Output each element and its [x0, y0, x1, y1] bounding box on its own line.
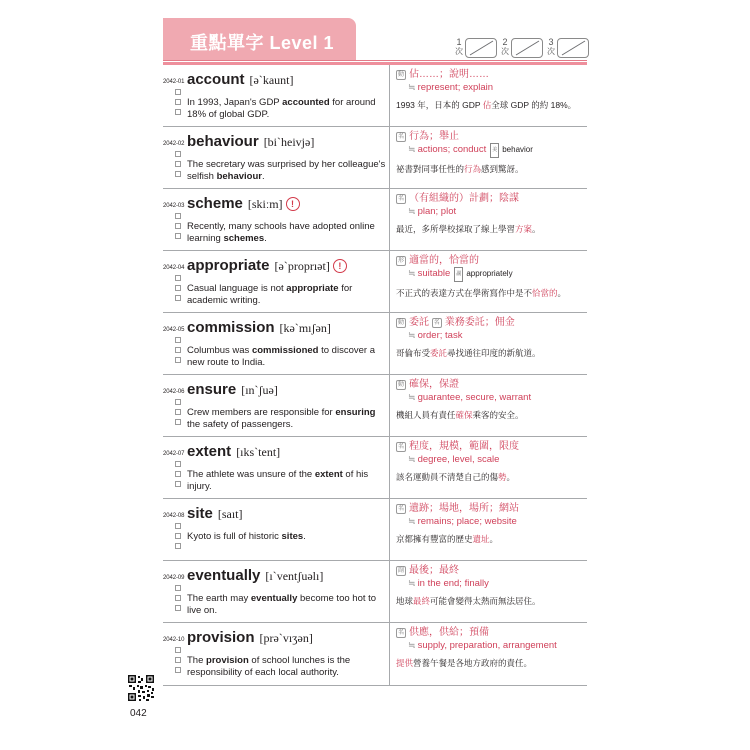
- example-keyword: accounted: [282, 97, 330, 108]
- example-text: of school lunches is the responsibility of each local authority.: [187, 655, 351, 678]
- headword-text: eventually: [187, 567, 261, 584]
- study-checkbox[interactable]: [175, 275, 181, 281]
- translation-text: 京都擁有豐富的歷史: [396, 534, 473, 544]
- word-entry: [163, 189, 587, 251]
- entry-code: 2042-01: [163, 79, 185, 85]
- example-sentence: [187, 345, 387, 369]
- pronunciation: [ıˋventʃuəlı]: [265, 569, 324, 583]
- definition-line: [396, 440, 584, 453]
- definition-1: 委託: [409, 317, 429, 328]
- translation-text: 營養午餐是各地方政府的責任。: [413, 658, 533, 668]
- study-checkbox[interactable]: [175, 285, 181, 291]
- translation: [396, 657, 584, 669]
- column-divider: [389, 127, 390, 189]
- example-text: for: [329, 97, 344, 108]
- column-divider: [389, 437, 390, 499]
- translation: [396, 223, 584, 235]
- synonyms: [408, 329, 584, 342]
- translation-text: 。: [532, 224, 541, 234]
- translation-text: 乘客的安全。: [472, 410, 524, 420]
- study-checkbox[interactable]: [175, 481, 181, 487]
- slash-icon: [558, 39, 588, 57]
- example-text: The secretary was surprised by her colleague's selfish: [187, 159, 386, 182]
- review-count-unit: 次: [501, 47, 509, 56]
- translation-text: 該名運動員不清楚自己的傷: [396, 472, 499, 482]
- part-of-speech-icon: 名: [397, 134, 404, 140]
- part-of-speech-icon: 名: [397, 444, 404, 450]
- synonyms: [408, 515, 584, 528]
- pronunciation: [ıksˋtent]: [236, 445, 281, 459]
- review-checkbox[interactable]: [511, 38, 543, 58]
- slash-icon: [512, 39, 542, 57]
- definition-1: 程度，規模，範圍，限度: [409, 441, 519, 452]
- word-entry: [163, 375, 587, 437]
- translation-text: 最近，多所學校採取了線上學習: [396, 224, 516, 234]
- study-checkbox[interactable]: [175, 533, 181, 539]
- synonyms: [408, 267, 584, 282]
- study-checkbox[interactable]: [175, 605, 181, 611]
- definition-panel: [396, 440, 584, 483]
- word-entry: [163, 127, 587, 189]
- example-text: of his injury.: [187, 469, 369, 492]
- study-checkbox[interactable]: [175, 337, 181, 343]
- definition-1: （有組織的）計劃；陰謀: [409, 193, 519, 204]
- study-checkbox[interactable]: [175, 295, 181, 301]
- definition-line: [396, 254, 584, 267]
- definition-panel: [396, 192, 584, 235]
- headword: [187, 505, 243, 522]
- translation-highlight: 恰當的: [532, 288, 558, 298]
- definition-1: 適當的，恰當的: [409, 255, 479, 266]
- synonym-list: supply, preparation, arrangement: [417, 640, 557, 651]
- column-divider: [389, 189, 390, 251]
- definition-panel: [396, 130, 584, 175]
- definition-line: [396, 192, 584, 205]
- part-of-speech-icon: 名: [397, 196, 404, 202]
- synonyms: [408, 81, 584, 94]
- translation-text: 哥倫布受: [396, 348, 431, 358]
- entry-code: 2042-08: [163, 513, 185, 519]
- example-text: Casual language is not: [187, 283, 287, 294]
- translation-text: 感到驚訝。: [481, 164, 524, 174]
- translation-text: 1993 年，日本的 GDP: [396, 100, 483, 110]
- synonyms: [408, 577, 584, 590]
- warning-icon: !: [333, 259, 347, 273]
- translation-highlight: 確保: [455, 410, 473, 420]
- study-checkbox[interactable]: [175, 595, 181, 601]
- headword-text: account: [187, 71, 245, 88]
- study-checkbox[interactable]: [175, 99, 181, 105]
- synonym-list: represent; explain: [417, 82, 494, 93]
- headword: [187, 319, 331, 336]
- definition-panel: [396, 502, 584, 545]
- translation-highlight: 最終: [413, 596, 431, 606]
- translation-highlight: 遺址: [472, 534, 490, 544]
- example-text: .: [261, 171, 265, 182]
- study-checkbox[interactable]: [175, 151, 181, 157]
- page-number: 042: [130, 708, 147, 719]
- definition-line: [396, 378, 584, 391]
- pronunciation: [kəˋmıʃən]: [279, 321, 331, 335]
- approx-icon: ≒: [408, 82, 416, 92]
- translation: [396, 409, 584, 421]
- example-sentence: [187, 593, 387, 617]
- word-entry: [163, 499, 587, 561]
- headword: [187, 443, 280, 460]
- example-keyword: schemes: [223, 233, 265, 244]
- example-sentence: [187, 221, 387, 245]
- example-text: .: [264, 233, 267, 244]
- headword: [187, 195, 300, 212]
- variant-tag: 美: [490, 143, 499, 158]
- column-divider: [389, 313, 390, 375]
- pronunciation: [prəˋvıʒən]: [259, 631, 313, 645]
- example-text: Crew members are responsible for: [187, 407, 336, 418]
- approx-icon: ≒: [408, 392, 416, 402]
- approx-icon: ≒: [408, 454, 416, 464]
- translation: [396, 99, 584, 111]
- approx-icon: ≒: [408, 330, 416, 340]
- entry-code: 2042-10: [163, 637, 185, 643]
- pronunciation: [ınˋʃuə]: [241, 383, 278, 397]
- review-count-unit: 次: [455, 47, 463, 56]
- definition-panel: [396, 254, 584, 299]
- pronunciation: [biˋheivjə]: [263, 135, 315, 149]
- example-text: around 18% of global GDP.: [187, 97, 376, 120]
- page-title: 重點單字 Level 1: [190, 33, 335, 53]
- word-entry: [163, 623, 587, 685]
- column-divider: [389, 65, 390, 127]
- headword: [187, 133, 314, 150]
- study-checkbox[interactable]: [175, 461, 181, 467]
- translation-text: 。: [489, 534, 499, 544]
- translation-text: 可能會變得太熱而無法居住。: [430, 596, 541, 606]
- definition-panel: [396, 564, 584, 607]
- translation-text: 機組人員有責任: [396, 410, 456, 420]
- example-keyword: appropriate: [286, 283, 339, 294]
- qr-code-icon[interactable]: [127, 674, 155, 702]
- study-checkbox[interactable]: [175, 523, 181, 529]
- part-of-speech-icon: 名: [433, 320, 440, 326]
- part-of-speech-icon: 副: [397, 568, 404, 574]
- word-entry: [163, 561, 587, 623]
- synonym-list: guarantee, secure, warrant: [417, 392, 532, 403]
- study-checkbox[interactable]: [175, 409, 181, 415]
- entry-code: 2042-05: [163, 327, 185, 333]
- synonym-list: degree, level, scale: [417, 454, 500, 465]
- example-sentence: [187, 97, 387, 121]
- part-of-speech-icon: 動: [397, 72, 404, 78]
- study-checkbox[interactable]: [175, 419, 181, 425]
- headword: [187, 71, 294, 88]
- definition-line: [396, 502, 584, 515]
- translation-highlight: 佔: [482, 100, 492, 110]
- translation-text: 地球: [396, 596, 414, 606]
- translation: [396, 163, 584, 175]
- variant-word: behavior: [502, 145, 533, 154]
- translation-text: 不正式的表達方式在學術寫作中是不: [396, 288, 533, 298]
- approx-icon: ≒: [408, 268, 416, 278]
- translation-highlight: 勢: [498, 472, 507, 482]
- study-checkbox[interactable]: [175, 233, 181, 239]
- variant-tag: 副: [454, 267, 463, 282]
- entry-code: 2042-09: [163, 575, 185, 581]
- part-of-speech-icon: 名: [397, 630, 404, 636]
- example-text: to discover a new route to India.: [187, 345, 375, 368]
- study-checkbox[interactable]: [175, 223, 181, 229]
- example-text: the safety of passengers.: [187, 419, 294, 430]
- entry-code: 2042-02: [163, 141, 185, 147]
- entry-code: 2042-06: [163, 389, 185, 395]
- definition-1: 供應，供給；預備: [409, 627, 489, 638]
- review-checkbox[interactable]: [465, 38, 497, 58]
- word-entry: [163, 313, 587, 375]
- definition-line: [396, 68, 584, 81]
- translation: [396, 471, 584, 483]
- entry-code: 2042-04: [163, 265, 185, 271]
- translation-highlight: 方案: [515, 224, 533, 234]
- headword-text: site: [187, 505, 213, 522]
- header-divider: [163, 60, 587, 61]
- example-keyword: sites: [281, 531, 304, 542]
- study-checkbox[interactable]: [175, 657, 181, 663]
- study-checkbox[interactable]: [175, 399, 181, 405]
- part-of-speech-icon: 名: [397, 506, 404, 512]
- bottom-divider: [163, 685, 587, 686]
- approx-icon: ≒: [408, 516, 416, 526]
- example-sentence: [187, 531, 387, 543]
- translation-highlight: 行為: [464, 164, 482, 174]
- synonym-list: actions; conduct: [417, 144, 487, 155]
- translation-text: 。: [506, 472, 516, 482]
- definition-panel: [396, 316, 584, 359]
- study-checkbox[interactable]: [175, 161, 181, 167]
- synonym-list: remains; place; website: [417, 516, 517, 527]
- example-text: Recently, many schools have adopted online learning: [187, 221, 375, 244]
- example-text: Columbus was: [187, 345, 252, 356]
- study-checkbox[interactable]: [175, 89, 181, 95]
- example-text: In 1993, Japan's GDP: [187, 97, 283, 108]
- synonym-list: plan; plot: [417, 206, 457, 217]
- word-entry: [163, 251, 587, 313]
- headword-text: provision: [187, 629, 255, 646]
- translation: [396, 347, 584, 359]
- headword-text: extent: [187, 443, 232, 460]
- definition-2: 業務委託；佣金: [444, 317, 515, 328]
- translation-highlight: 提供: [396, 658, 414, 668]
- translation: [396, 533, 584, 545]
- pronunciation: [saıt]: [217, 507, 243, 521]
- study-checkbox[interactable]: [175, 347, 181, 353]
- part-of-speech-icon: 動: [397, 382, 404, 388]
- word-entry: [163, 437, 587, 499]
- review-count-unit: 次: [547, 47, 555, 56]
- part-of-speech-icon: 動: [397, 320, 404, 326]
- synonyms: [408, 143, 584, 158]
- example-keyword: commissioned: [251, 345, 319, 356]
- approx-icon: ≒: [408, 578, 416, 588]
- headword: [187, 567, 323, 584]
- example-text: become too hot to live on.: [187, 593, 377, 616]
- example-text: The earth may: [187, 593, 251, 604]
- study-checkbox[interactable]: [175, 647, 181, 653]
- synonyms: [408, 391, 584, 404]
- headword-text: appropriate: [187, 257, 270, 274]
- definition-panel: [396, 378, 584, 421]
- definition-1: 最後；最終: [409, 565, 459, 576]
- review-checkbox[interactable]: [557, 38, 589, 58]
- example-sentence: [187, 283, 387, 307]
- study-checkbox[interactable]: [175, 543, 181, 549]
- definition-1: 行為；舉止: [409, 131, 459, 142]
- study-checkbox[interactable]: [175, 213, 181, 219]
- column-divider: [389, 623, 390, 685]
- example-text: The athlete was unsure of the: [187, 469, 315, 480]
- example-text: Kyoto is full of historic: [187, 531, 282, 542]
- example-sentence: [187, 407, 387, 431]
- study-checkbox[interactable]: [175, 585, 181, 591]
- translation-text: 。: [557, 288, 567, 298]
- review-count: 1: [456, 37, 462, 47]
- translation-text: 全球 GDP 的約 18%。: [491, 100, 577, 110]
- pronunciation: [əˋkaunt]: [249, 73, 294, 87]
- headword: [187, 629, 313, 646]
- part-of-speech-icon: 形: [397, 258, 404, 264]
- example-text: for academic writing.: [187, 283, 353, 306]
- approx-icon: ≒: [408, 640, 416, 650]
- column-divider: [389, 561, 390, 623]
- definition-1: 遺跡；場地，場所；網站: [409, 503, 519, 514]
- translation: [396, 287, 584, 299]
- example-keyword: eventually: [250, 593, 298, 604]
- headword-text: commission: [187, 319, 275, 336]
- approx-icon: ≒: [408, 206, 416, 216]
- example-keyword: extent: [314, 469, 343, 480]
- example-keyword: ensuring: [335, 407, 376, 418]
- translation: [396, 595, 584, 607]
- translation-highlight: 委託: [430, 348, 448, 358]
- column-divider: [389, 251, 390, 313]
- definition-line: [396, 316, 584, 329]
- headword: [187, 381, 278, 398]
- example-text: .: [303, 531, 306, 542]
- translation-text: 祕書對同事任性的: [396, 164, 465, 174]
- word-entry: [163, 65, 587, 127]
- synonym-list: in the end; finally: [417, 578, 489, 589]
- synonyms: [408, 639, 584, 652]
- definition-line: [396, 564, 584, 577]
- example-sentence: [187, 655, 387, 679]
- example-sentence: [187, 469, 387, 493]
- headword: [187, 257, 347, 274]
- variant-word: appropriately: [466, 269, 513, 278]
- headword-text: ensure: [187, 381, 237, 398]
- study-checkbox[interactable]: [175, 667, 181, 673]
- warning-icon: !: [286, 197, 300, 211]
- definition-panel: [396, 68, 584, 111]
- example-text: The: [187, 655, 207, 666]
- synonyms: [408, 205, 584, 218]
- pronunciation: [skiːm]: [247, 197, 283, 211]
- study-checkbox[interactable]: [175, 471, 181, 477]
- translation-text: 尋找通往印度的新航道。: [447, 348, 541, 358]
- definition-panel: [396, 626, 584, 669]
- definition-line: [396, 130, 584, 143]
- slash-icon: [466, 39, 496, 57]
- example-keyword: behaviour: [216, 171, 262, 182]
- column-divider: [389, 499, 390, 561]
- study-checkbox[interactable]: [175, 171, 181, 177]
- synonym-list: suitable: [417, 268, 451, 279]
- column-divider: [389, 375, 390, 437]
- entry-code: 2042-03: [163, 203, 185, 209]
- headword-text: scheme: [187, 195, 243, 212]
- review-count: 2: [502, 37, 508, 47]
- example-sentence: [187, 159, 387, 183]
- headword-text: behaviour: [187, 133, 259, 150]
- definition-1: 確保，保證: [409, 379, 459, 390]
- synonyms: [408, 453, 584, 466]
- definition-line: [396, 626, 584, 639]
- pronunciation: [əˋproprıət]: [274, 259, 330, 273]
- approx-icon: ≒: [408, 144, 416, 154]
- review-count: 3: [548, 37, 554, 47]
- example-keyword: provision: [206, 655, 249, 666]
- study-checkbox[interactable]: [175, 109, 181, 115]
- study-checkbox[interactable]: [175, 357, 181, 363]
- definition-1: 佔……；說明……: [409, 69, 489, 80]
- synonym-list: order; task: [417, 330, 463, 341]
- entry-code: 2042-07: [163, 451, 185, 457]
